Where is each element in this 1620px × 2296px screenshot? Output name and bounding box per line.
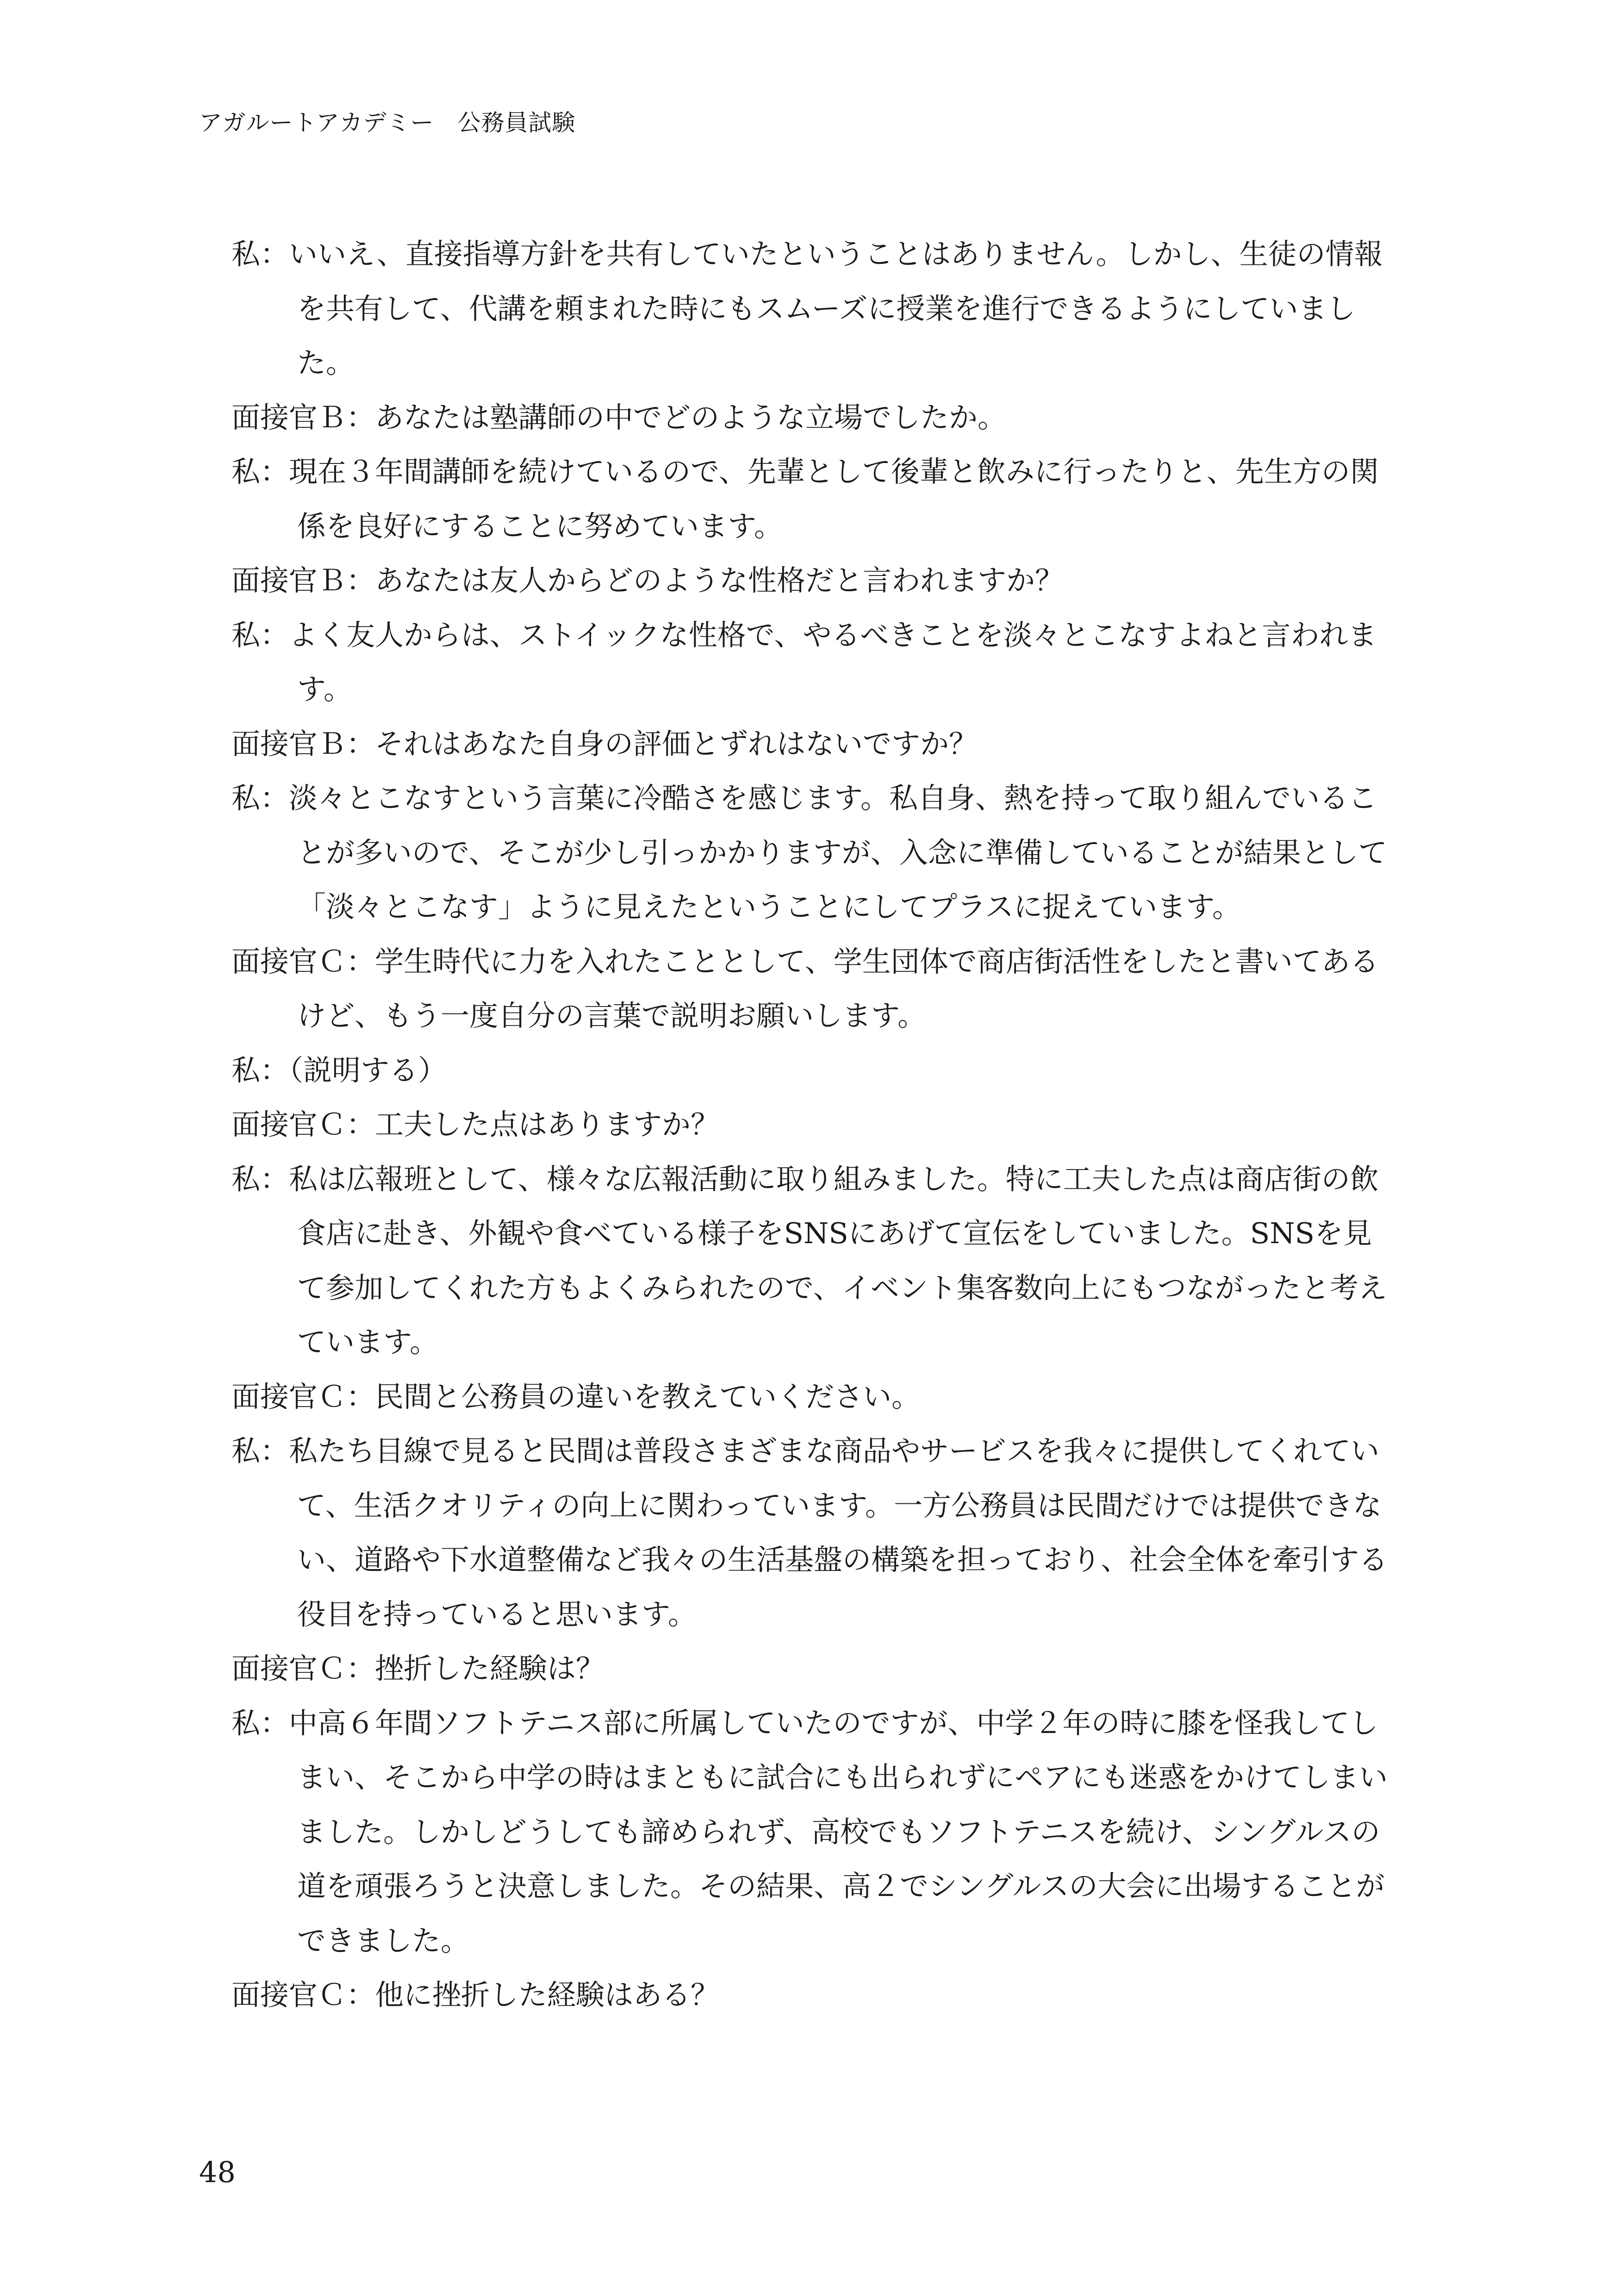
utterance-text: 私は広報班として、様々な広報活動に取り組みました。特に工夫した点は商店街の飲食店に赴き、外観や食べている様子をSNSにあげて宣伝をしていました。SNSを見て参加してくれた方もよくみられたので、イベント集客数向上にもつながったと考えています。 [289,1162,1387,1359]
utterance-text: あなたは友人からどのような性格だと言われますか？ [375,563,1064,597]
speaker-label: 面接官Ｃ： [231,944,375,978]
transcript-entry [231,1696,1398,1968]
utterance-text: よく友人からは、ストイックな性格で、やるべきことを淡々とこなすよねと言われます。 [289,618,1377,706]
speaker-label: 面接官Ｃ： [231,1978,375,2012]
transcript-entry [231,1424,1398,1641]
transcript-entry [231,390,1398,445]
speaker-label: 私： [231,1706,289,1740]
utterance-text: （説明する） [289,1053,447,1087]
speaker-label: 面接官Ｃ： [231,1379,375,1414]
speaker-label: 私： [231,237,289,271]
transcript-entry [231,934,1398,1043]
transcript-entry [231,1043,1398,1098]
transcript-entry [231,553,1398,608]
transcript-entry [231,1968,1398,2022]
speaker-label: 面接官Ｃ： [231,1107,375,1141]
speaker-label: 私： [231,1434,289,1468]
transcript-entry [231,1152,1398,1370]
speaker-label: 私： [231,455,289,488]
utterance-text: 他に挫折した経験はある？ [375,1978,720,2012]
utterance-text: 私たち目線で見ると民間は普段さまざまな商品やサービスを我々に提供してくれていて、生活クオリティの向上に関わっています。一方公務員は民間だけでは提供できない、道路や下水道整備など我々の生活基盤の構築を担っており、社会全体を牽引する役目を持っていると思います。 [289,1434,1388,1631]
transcript-entry [231,444,1398,553]
utterance-text: 学生時代に力を入れたこととして、学生団体で商店街活性をしたと書いてあるけど、もう一度自分の言葉で説明お願いします。 [297,944,1379,1032]
interview-transcript [231,227,1398,2022]
utterance-text: 現在３年間講師を続けているので、先輩として後輩と飲みに行ったりと、先生方の関係を良好にすることに努めています。 [289,455,1379,543]
speaker-label: 面接官Ｂ： [231,726,375,761]
speaker-label: 私： [231,1053,289,1087]
utterance-text: 工夫した点はありますか？ [375,1107,720,1141]
transcript-entry [231,227,1398,390]
speaker-label: 面接官Ｂ： [231,563,375,597]
utterance-text: いいえ、直接指導方針を共有していたということはありません。しかし、生徒の情報を共有して、代講を頼まれた時にもスムーズに授業を進行できるようにしていました。 [289,237,1383,380]
utterance-text: 民間と公務員の違いを教えていください。 [375,1379,921,1414]
transcript-entry [231,771,1398,934]
speaker-label: 私： [231,1162,289,1196]
speaker-label: 私： [231,618,289,652]
utterance-text: それはあなた自身の評価とずれはないですか？ [375,726,978,761]
utterance-text: 挫折した経験は？ [375,1652,605,1685]
speaker-label: 私： [231,781,289,815]
utterance-text: 中高６年間ソフトテニス部に所属していたのですが、中学２年の時に膝を怪我してしまい、そこから中学の時はまともに試合にも出られずにペアにも迷惑をかけてしまいました。しかしどうしても諦められず、高校でもソフトテニスを続け、シングルスの道を頑張ろうと決意しました。その結果、高２でシングルスの大会に出場することができました。 [289,1706,1388,1958]
utterance-text: 淡々とこなすという言葉に冷酷さを感じます。私自身、熱を持って取り組んでいることが多いので、そこが少し引っかかりますが、入念に準備していることが結果として「淡々とこなす」ように見えたということにしてプラスに捉えています。 [289,781,1387,924]
transcript-entry [231,1641,1398,1696]
transcript-entry [231,1370,1398,1424]
running-header: アガルートアカデミー 公務員試験 [199,109,576,136]
page-number: 48 [199,2155,236,2189]
speaker-label: 面接官Ｃ： [231,1652,375,1685]
transcript-entry [231,717,1398,771]
utterance-text: あなたは塾講師の中でどのような立場でしたか。 [375,400,1007,434]
speaker-label: 面接官Ｂ： [231,400,375,434]
transcript-entry [231,608,1398,717]
transcript-entry [231,1097,1398,1152]
